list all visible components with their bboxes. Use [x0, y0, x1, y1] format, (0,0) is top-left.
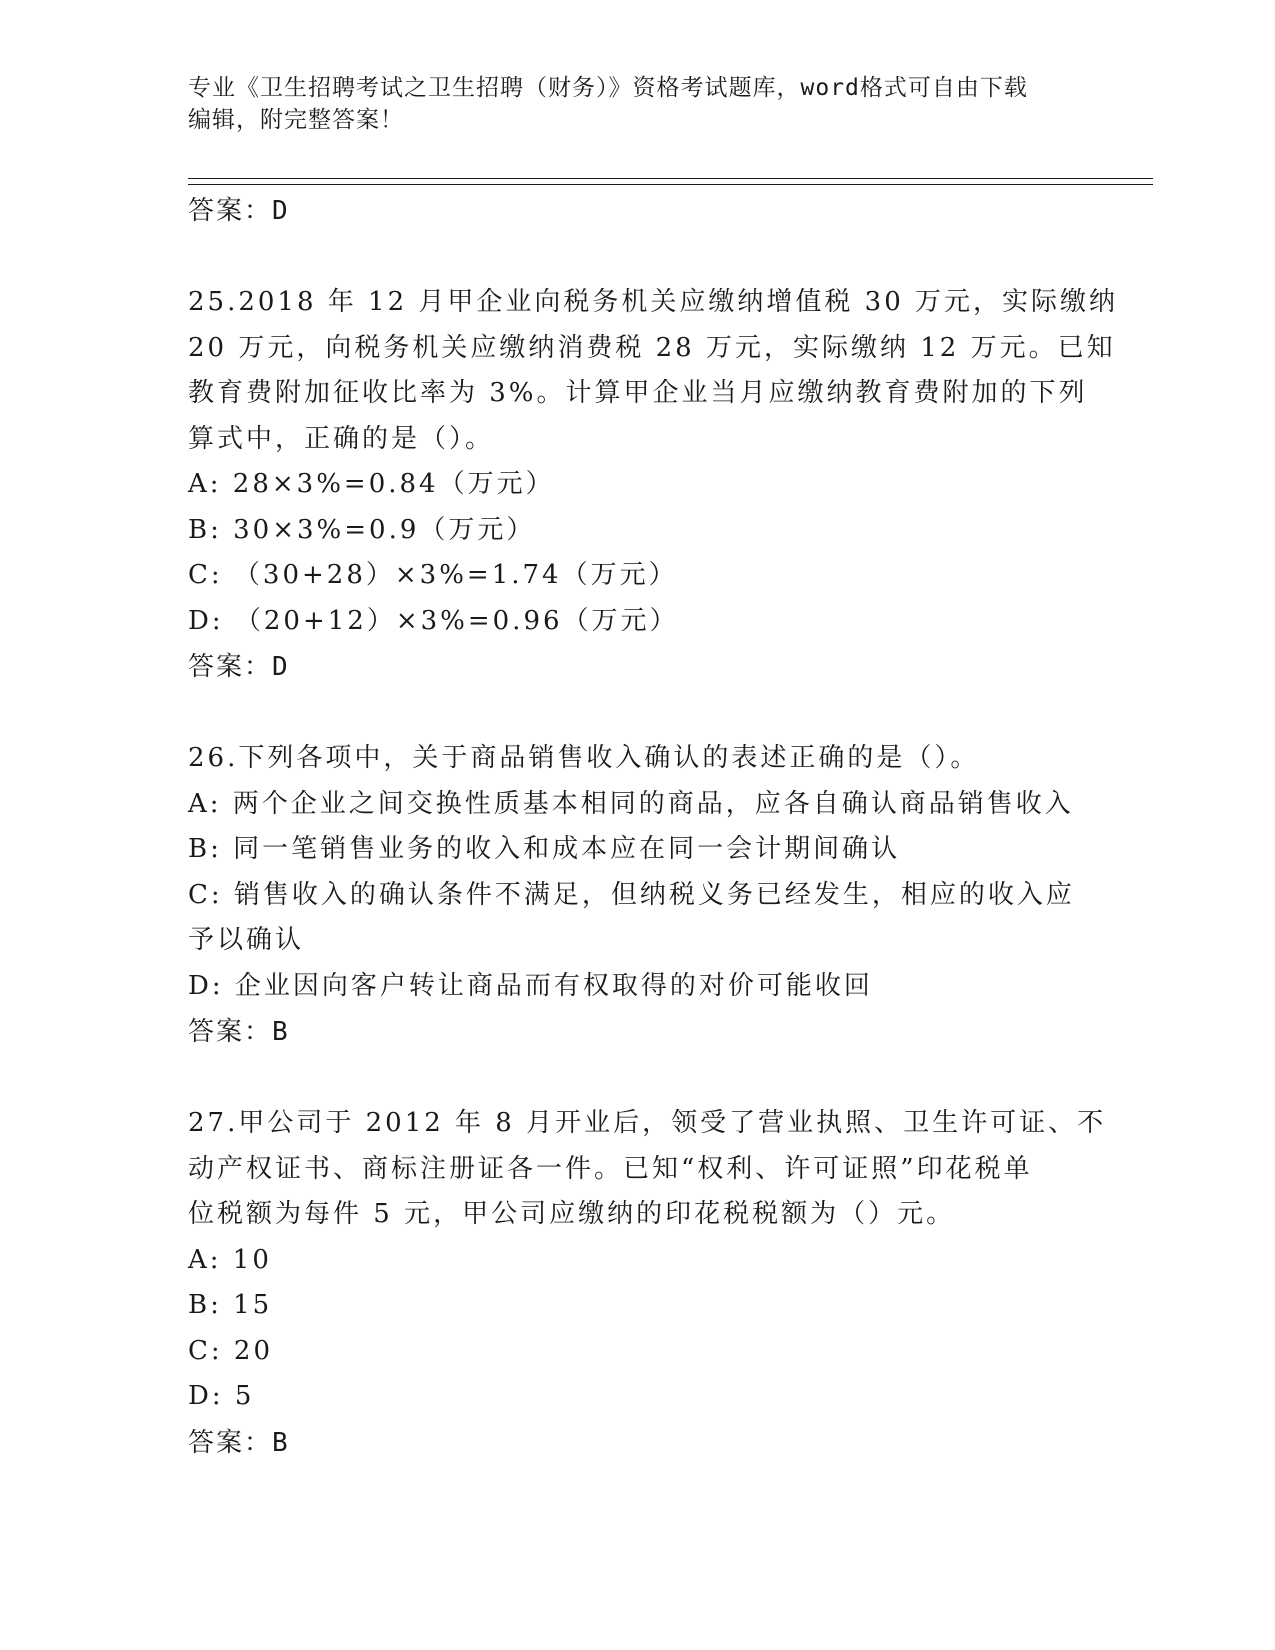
option-c: C: 20 — [188, 1335, 274, 1366]
question-text-line: 26.下列各项中，关于商品销售收入确认的表述正确的是（）。 — [188, 743, 980, 773]
answer-label: 答案：D — [188, 196, 290, 226]
option-c: C: 销售收入的确认条件不满足，但纳税义务已经发生，相应的收入应 — [188, 879, 1075, 910]
question-list — [188, 188, 1119, 1466]
answer-label: 答案：B — [188, 1017, 290, 1047]
question-25 — [188, 280, 1119, 644]
option-b: B: 30×3%=0.9（万元） — [188, 514, 536, 545]
question-text-line: 动产权证书、商标注册证各一件。已知“权利、许可证照”印花税单 — [188, 1153, 1033, 1184]
question-text-line: 教育费附加征收比率为 3%。计算甲企业当月应缴纳教育费附加的下列 — [188, 378, 1088, 408]
page-header — [188, 72, 1078, 136]
question-text-line: 27.甲公司于 2012 年 8 月开业后，领受了营业执照、卫生许可证、不 — [188, 1108, 1107, 1138]
question-26 — [188, 736, 1088, 1009]
answer-label: 答案：B — [188, 1427, 290, 1458]
option-c-continued: 予以确认 — [188, 925, 305, 955]
question-text-line: 位税额为每件 5 元，甲公司应缴纳的印花税税额为（）元。 — [188, 1199, 956, 1229]
question-27 — [188, 1101, 1107, 1420]
option-d: D: 企业因向客户转让商品而有权取得的对价可能收回 — [188, 970, 873, 1001]
option-b: B: 15 — [188, 1290, 273, 1320]
header-rule-bottom — [188, 184, 1153, 185]
option-a: A: 两个企业之间交换性质基本相同的商品，应各自确认商品销售收入 — [188, 788, 1074, 819]
option-c: C: （30+28）×3%=1.74（万元） — [188, 560, 678, 590]
spacer — [188, 690, 1088, 736]
question-text-line: 25.2018 年 12 月甲企业向税务机关应缴纳增值税 30 万元，实际缴纳 — [188, 287, 1119, 317]
spacer — [188, 234, 1088, 280]
answer-label: 答案：D — [188, 652, 290, 682]
header-line-2: 编辑，附完整答案！ — [188, 107, 404, 133]
option-a: A: 10 — [188, 1244, 272, 1275]
spacer — [188, 1055, 1088, 1101]
header-rule-top — [188, 178, 1153, 179]
question-text-line: 20 万元，向税务机关应缴纳消费税 28 万元，实际缴纳 12 万元。已知 — [188, 332, 1116, 363]
header-line-1: 专业《卫生招聘考试之卫生招聘（财务）》资格考试题库，word格式可自由下载 — [188, 75, 1028, 101]
option-d: D: 5 — [188, 1381, 255, 1411]
question-text-line: 算式中，正确的是（）。 — [188, 423, 495, 454]
option-d: D: （20+12）×3%=0.96（万元） — [188, 605, 679, 636]
option-a: A: 28×3%=0.84（万元） — [188, 469, 555, 499]
option-b: B: 同一笔销售业务的收入和成本应在同一会计期间确认 — [188, 834, 901, 864]
